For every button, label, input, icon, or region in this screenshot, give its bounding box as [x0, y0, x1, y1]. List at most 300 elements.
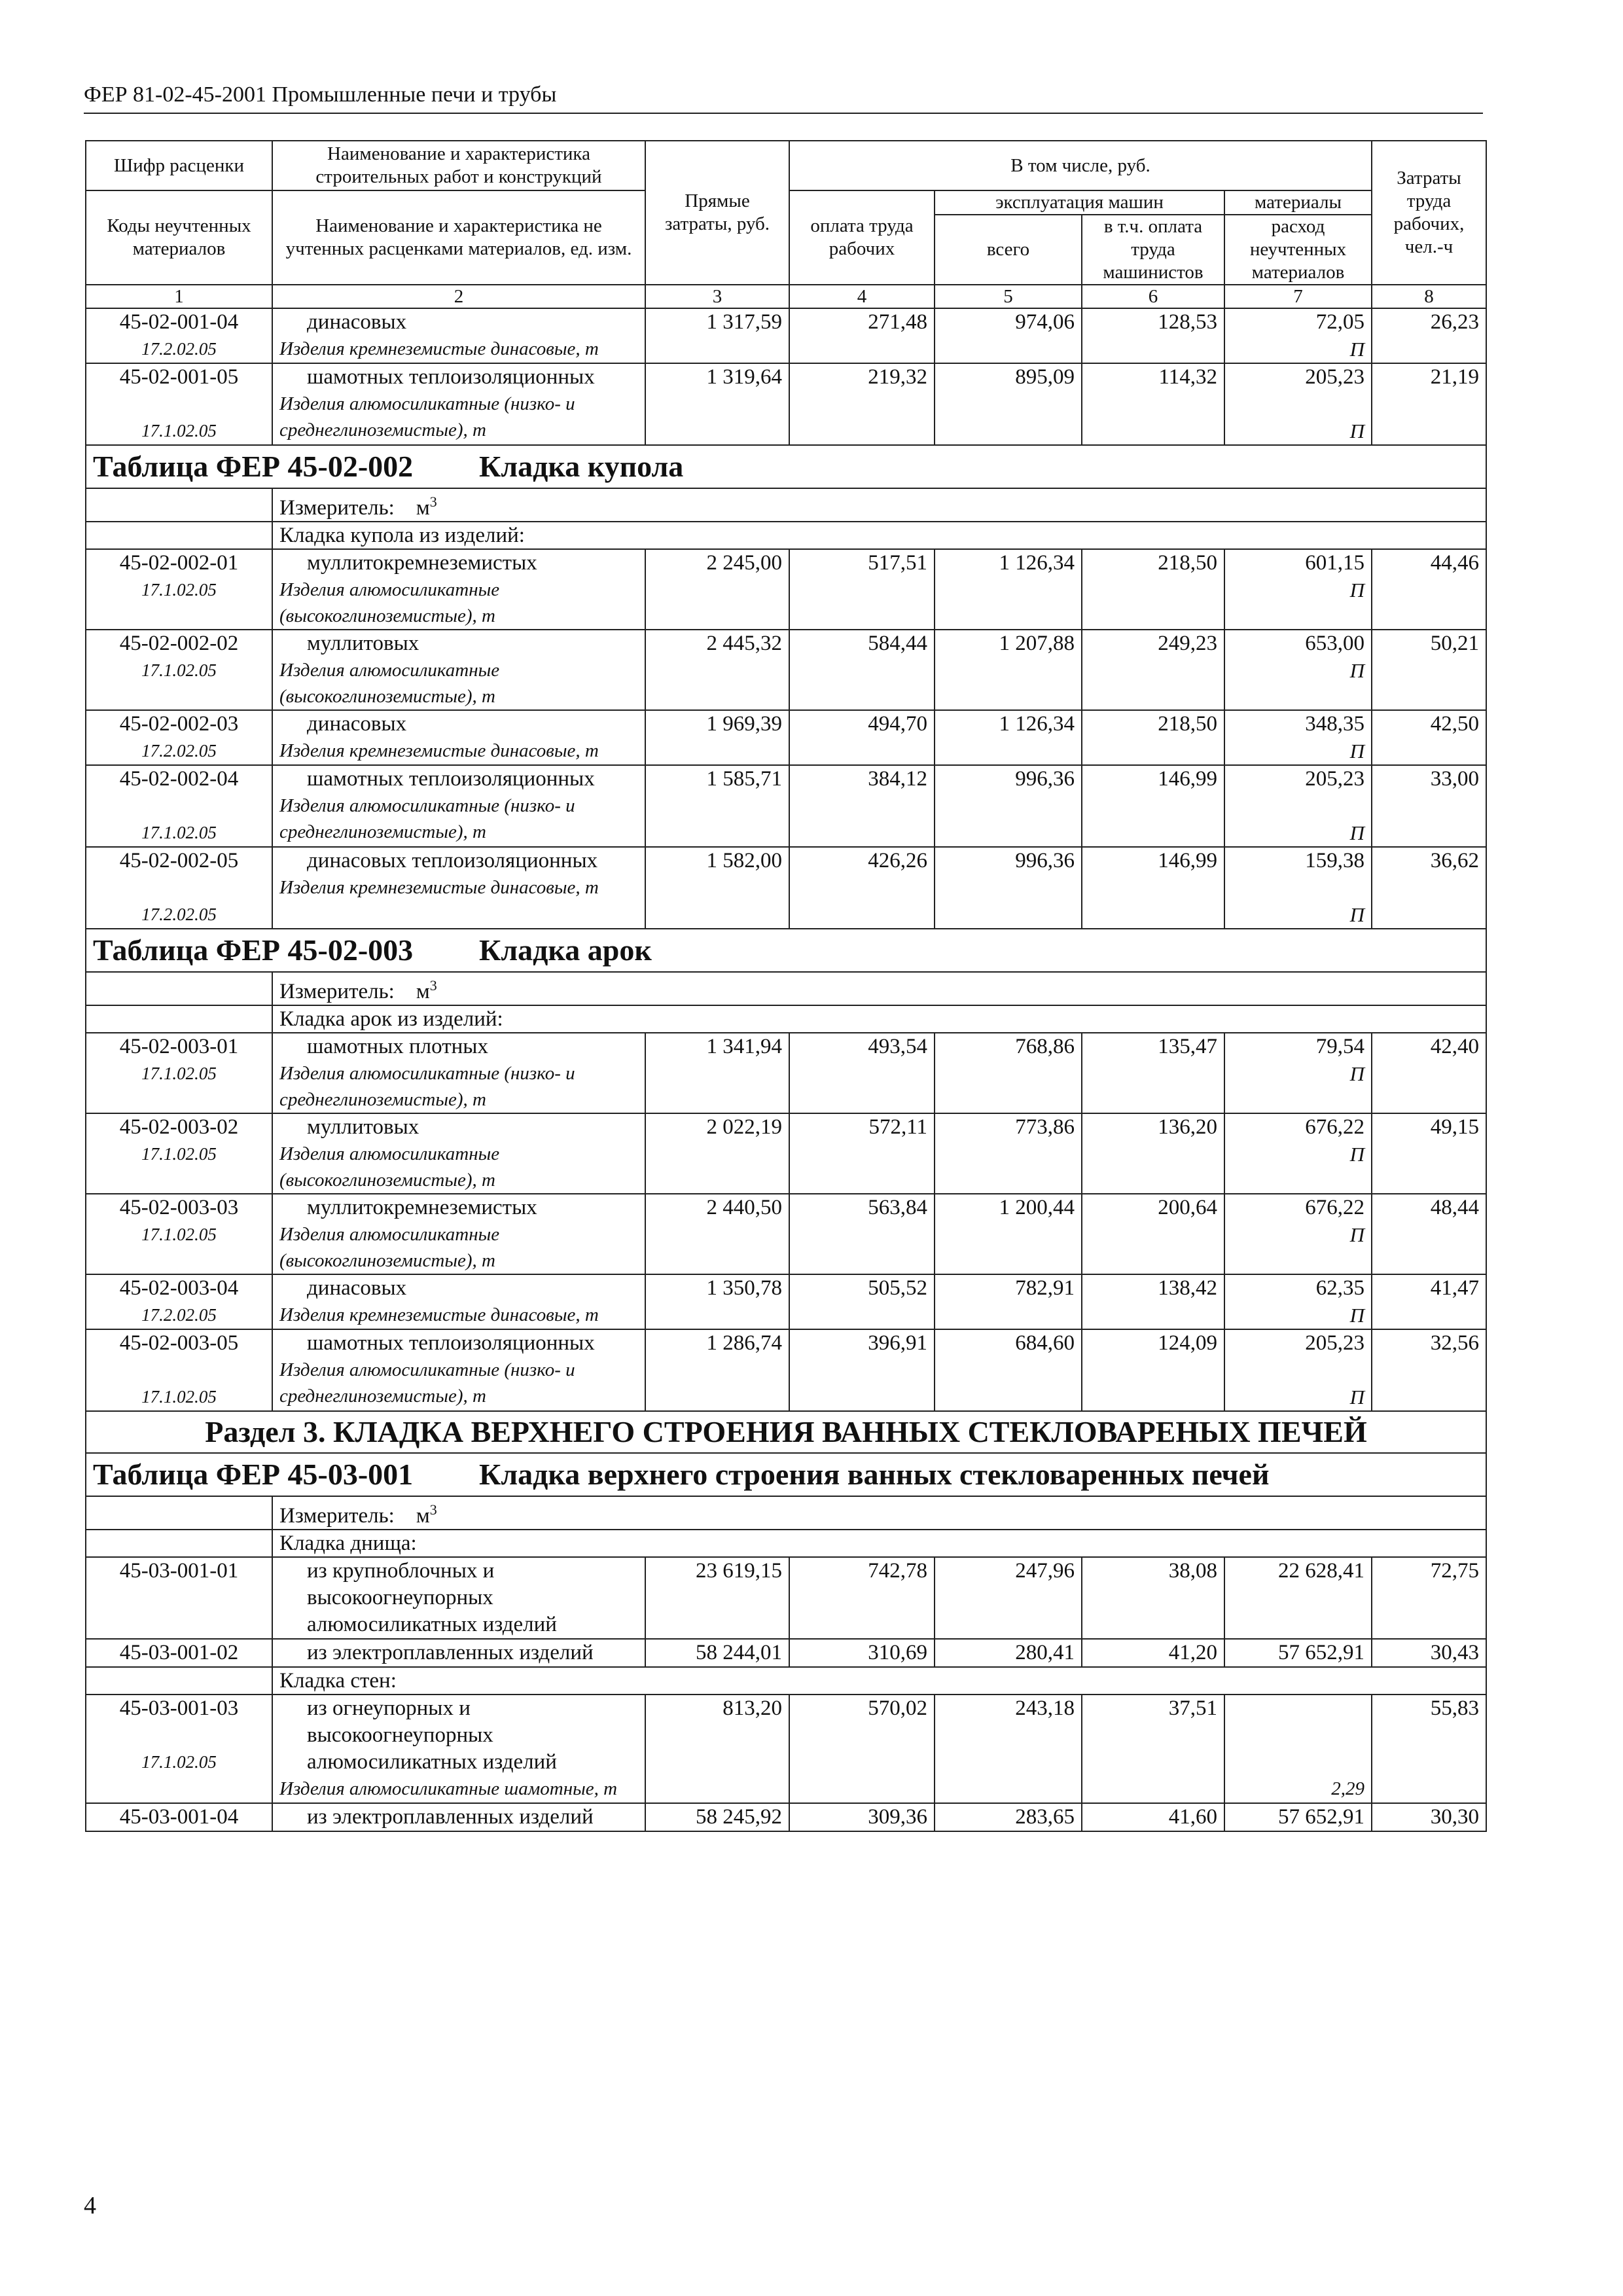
- rate-code-cell: [86, 630, 272, 710]
- machines-cost: 974,06: [935, 308, 1082, 363]
- wages-cost: 384,12: [789, 765, 935, 847]
- th-wages: оплата труда рабочих: [789, 190, 935, 285]
- direct-cost: 813,20: [645, 1695, 789, 1803]
- materials-cost-cell: [1224, 1033, 1372, 1113]
- table-title-row: [86, 445, 1486, 488]
- spacer: [1232, 793, 1364, 819]
- machines-cost: 996,36: [935, 847, 1082, 929]
- th-incl: В том числе, руб.: [789, 141, 1372, 190]
- th-name-bottom: Наименование и характеристика не учтенных расценками материалов, ед. изм.: [272, 190, 645, 285]
- table-row: [86, 630, 1486, 710]
- materials-cost-cell: [1224, 308, 1372, 363]
- labor-cost: 50,21: [1372, 630, 1486, 710]
- materials-cost: 205,23: [1305, 365, 1364, 389]
- wages-cost: 271,48: [789, 308, 935, 363]
- direct-cost: 2 245,00: [645, 549, 789, 630]
- table-row: [86, 1639, 1486, 1667]
- rate-code: 45-02-003-05: [119, 1331, 239, 1355]
- direct-cost: 1 585,71: [645, 765, 789, 847]
- materials-cost-cell: [1224, 363, 1372, 445]
- wages-cost: 396,91: [789, 1329, 935, 1411]
- rate-code-cell: [86, 1113, 272, 1194]
- direct-cost: 1 319,64: [645, 363, 789, 445]
- work-name-cell: [272, 1194, 645, 1274]
- machines-cost: 782,91: [935, 1274, 1082, 1329]
- wages-cost: 426,26: [789, 847, 935, 929]
- material-code: 17.1.02.05: [141, 580, 217, 600]
- direct-cost: 58 245,92: [645, 1803, 789, 1831]
- work-name-cell: [272, 1803, 645, 1831]
- unit-label: Измеритель:: [279, 980, 395, 1003]
- materials-cost: 676,22: [1305, 1196, 1364, 1219]
- direct-cost: 2 440,50: [645, 1194, 789, 1274]
- direct-cost: 2 445,32: [645, 630, 789, 710]
- spacer: [1232, 1357, 1364, 1384]
- subheading-row: [86, 1530, 1486, 1557]
- materials-cost-cell: [1224, 710, 1372, 765]
- section-title: Раздел 3. КЛАДКА ВЕРХНЕГО СТРОЕНИЯ ВАННЫХ СТЕКЛОВАРЕНЫХ ПЕЧЕЙ: [86, 1411, 1486, 1453]
- materials-cost: 653,00: [1305, 632, 1364, 655]
- labor-cost: 48,44: [1372, 1194, 1486, 1274]
- rate-code: 45-02-003-01: [119, 1035, 239, 1058]
- labor-cost: 44,46: [1372, 549, 1486, 630]
- rate-code-cell: [86, 847, 272, 929]
- machinist-wages-cost: 218,50: [1082, 710, 1224, 765]
- work-name-cell: [272, 1274, 645, 1329]
- direct-cost: 58 244,01: [645, 1639, 789, 1667]
- machines-cost: 243,18: [935, 1695, 1082, 1803]
- unaccounted-material: Изделия алюмосиликатные (высокоглиноземистые), т: [279, 579, 500, 626]
- labor-cost: 42,40: [1372, 1033, 1486, 1113]
- unaccounted-material: Изделия алюмосиликатные (высокоглиноземистые), т: [279, 1143, 500, 1191]
- work-name-cell: [272, 1329, 645, 1411]
- labor-cost: 36,62: [1372, 847, 1486, 929]
- materials-cost: 57 652,91: [1278, 1641, 1364, 1664]
- direct-cost: 1 317,59: [645, 308, 789, 363]
- unit-superscript: 3: [429, 1501, 437, 1518]
- rates-table: [85, 140, 1487, 1832]
- table-title: Кладка верхнего строения ванных стекловаренных печей: [479, 1458, 1270, 1491]
- page-header: [84, 77, 1483, 114]
- work-name: муллитокремнеземистых: [307, 1196, 537, 1219]
- col-index: 7: [1224, 285, 1372, 308]
- rate-code: 45-02-002-02: [119, 632, 239, 655]
- materials-cost: 159,38: [1305, 849, 1364, 872]
- labor-cost: 32,56: [1372, 1329, 1486, 1411]
- materials-cost-cell: [1224, 1274, 1372, 1329]
- material-code: 17.1.02.05: [141, 1064, 217, 1083]
- labor-cost: 72,75: [1372, 1557, 1486, 1639]
- materials-cost: 57 652,91: [1278, 1805, 1364, 1829]
- machinist-wages-cost: 41,20: [1082, 1639, 1224, 1667]
- work-name: муллитокремнеземистых: [307, 551, 537, 575]
- rate-code: 45-02-001-05: [119, 365, 239, 389]
- material-mark: П: [1349, 821, 1364, 844]
- labor-cost: 30,43: [1372, 1639, 1486, 1667]
- materials-cost: 62,35: [1315, 1276, 1364, 1300]
- material-mark: П: [1349, 903, 1364, 926]
- table-row: [86, 710, 1486, 765]
- table-id: Таблица ФЕР 45-03-001: [93, 1458, 414, 1491]
- machinist-wages-cost: 38,08: [1082, 1557, 1224, 1639]
- work-name-cell: [272, 1695, 645, 1803]
- unit-cell: [272, 972, 1486, 1005]
- labor-cost: 55,83: [1372, 1695, 1486, 1803]
- table-title-row: [86, 929, 1486, 972]
- spacer: [1232, 391, 1364, 418]
- table-row: [86, 1329, 1486, 1411]
- spacer: [93, 793, 265, 819]
- work-name: шамотных плотных: [307, 1035, 488, 1058]
- work-name-cell: [272, 1033, 645, 1113]
- wages-cost: 219,32: [789, 363, 935, 445]
- spacer: [93, 391, 265, 418]
- materials-cost: 205,23: [1305, 767, 1364, 791]
- unit-cell: [272, 1496, 1486, 1530]
- machinist-wages-cost: 136,20: [1082, 1113, 1224, 1194]
- rate-code-cell: [86, 549, 272, 630]
- unaccounted-material: Изделия алюмосиликатные шамотные, т: [279, 1778, 618, 1799]
- material-mark: П: [1349, 1223, 1364, 1246]
- work-name-cell: [272, 765, 645, 847]
- material-mark: П: [1349, 1304, 1364, 1327]
- work-name-cell: [272, 1113, 645, 1194]
- table-row: [86, 363, 1486, 445]
- rate-code: 45-02-001-04: [119, 310, 239, 334]
- rate-code-cell: [86, 1033, 272, 1113]
- material-code: 17.1.02.05: [141, 823, 217, 842]
- table-row: [86, 1033, 1486, 1113]
- th-materials-sub: расход неучтенных материалов: [1224, 215, 1372, 285]
- th-codes-unaccounted: Коды неучтенных материалов: [86, 190, 272, 285]
- empty-cell: [86, 1496, 272, 1530]
- table-row: [86, 1695, 1486, 1803]
- rate-code: 45-02-002-03: [119, 712, 239, 736]
- unaccounted-material: Изделия алюмосиликатные (низко- и среднеглиноземистые), т: [279, 1063, 575, 1110]
- labor-cost: 42,50: [1372, 710, 1486, 765]
- machinist-wages-cost: 218,50: [1082, 549, 1224, 630]
- material-code: 17.2.02.05: [141, 1305, 217, 1325]
- table-row: [86, 1113, 1486, 1194]
- table-title-cell: [86, 929, 1486, 972]
- th-code: Шифр расценки: [86, 141, 272, 190]
- th-direct: Прямые затраты, руб.: [645, 141, 789, 285]
- subheading: Кладка стен:: [272, 1667, 1486, 1695]
- material-code: 17.2.02.05: [141, 741, 217, 761]
- work-name: шамотных теплоизоляционных: [307, 1331, 595, 1355]
- machines-cost: 1 126,34: [935, 710, 1082, 765]
- table-row: [86, 1557, 1486, 1639]
- page-number: 4: [84, 2192, 96, 2219]
- materials-cost-cell: [1224, 1803, 1372, 1831]
- work-name: динасовых: [307, 1276, 407, 1300]
- work-name-cell: [272, 710, 645, 765]
- unit-superscript: 3: [429, 493, 437, 510]
- direct-cost: 1 582,00: [645, 847, 789, 929]
- work-name-cell: [272, 847, 645, 929]
- rate-code-cell: [86, 1803, 272, 1831]
- machinist-wages-cost: 146,99: [1082, 765, 1224, 847]
- material-mark: П: [1349, 579, 1364, 601]
- machinist-wages-cost: 128,53: [1082, 308, 1224, 363]
- wages-cost: 517,51: [789, 549, 935, 630]
- materials-cost-cell: [1224, 847, 1372, 929]
- rate-code: 45-03-001-02: [119, 1641, 239, 1664]
- rate-code-cell: [86, 1194, 272, 1274]
- materials-cost: 205,23: [1305, 1331, 1364, 1355]
- empty-cell: [86, 1005, 272, 1033]
- unaccounted-material: Изделия алюмосиликатные (низко- и среднеглиноземистые), т: [279, 1359, 575, 1407]
- subheading: Кладка арок из изделий:: [272, 1005, 1486, 1033]
- work-name: муллитовых: [307, 1115, 419, 1139]
- wages-cost: 494,70: [789, 710, 935, 765]
- labor-cost: 41,47: [1372, 1274, 1486, 1329]
- work-name: муллитовых: [307, 632, 419, 655]
- col-index: 1: [86, 285, 272, 308]
- spacer: [93, 874, 265, 901]
- material-mark: П: [1349, 338, 1364, 361]
- machinist-wages-cost: 146,99: [1082, 847, 1224, 929]
- rate-code-cell: [86, 1557, 272, 1639]
- rate-code: 45-03-001-03: [119, 1696, 239, 1720]
- work-name-cell: [272, 363, 645, 445]
- machines-cost: 1 200,44: [935, 1194, 1082, 1274]
- rate-code-cell: [86, 765, 272, 847]
- th-labor: Затраты труда рабочих, чел.-ч: [1372, 141, 1486, 285]
- work-name: из электроплавленных изделий: [307, 1805, 594, 1829]
- machines-cost: 247,96: [935, 1557, 1082, 1639]
- table-row: [86, 1194, 1486, 1274]
- column-index-row: [86, 285, 1486, 308]
- machines-cost: 996,36: [935, 765, 1082, 847]
- rate-code-cell: [86, 1274, 272, 1329]
- materials-cost: 676,22: [1305, 1115, 1364, 1139]
- work-name: динасовых теплоизоляционных: [307, 849, 598, 872]
- wages-cost: 493,54: [789, 1033, 935, 1113]
- subheading-row: [86, 1667, 1486, 1695]
- unit-label: Измеритель:: [279, 1504, 395, 1528]
- labor-cost: 49,15: [1372, 1113, 1486, 1194]
- machines-cost: 1 207,88: [935, 630, 1082, 710]
- col-index: 3: [645, 285, 789, 308]
- work-name-cell: [272, 308, 645, 363]
- material-mark: П: [1349, 659, 1364, 682]
- spacer: [1232, 1722, 1364, 1749]
- spacer: [93, 1357, 265, 1384]
- work-name: из электроплавленных изделий: [307, 1641, 594, 1664]
- col-index: 5: [935, 285, 1082, 308]
- machinist-wages-cost: 249,23: [1082, 630, 1224, 710]
- wages-cost: 309,36: [789, 1803, 935, 1831]
- subheading-row: [86, 522, 1486, 549]
- table-row: [86, 1274, 1486, 1329]
- materials-cost-cell: [1224, 630, 1372, 710]
- wages-cost: 584,44: [789, 630, 935, 710]
- direct-cost: 1 286,74: [645, 1329, 789, 1411]
- machines-cost: 773,86: [935, 1113, 1082, 1194]
- materials-cost-cell: [1224, 1695, 1372, 1803]
- unaccounted-material: Изделия алюмосиликатные (низко- и среднеглиноземистые), т: [279, 795, 575, 842]
- unit-row: [86, 972, 1486, 1005]
- wages-cost: 570,02: [789, 1695, 935, 1803]
- work-name: динасовых: [307, 310, 407, 334]
- rate-code-cell: [86, 308, 272, 363]
- work-name: шамотных теплоизоляционных: [307, 365, 595, 389]
- subheading: Кладка купола из изделий:: [272, 522, 1486, 549]
- table-row: [86, 1803, 1486, 1831]
- rate-code: 45-02-002-05: [119, 849, 239, 872]
- machines-cost: 1 126,34: [935, 549, 1082, 630]
- th-machines: эксплуатация машин: [935, 190, 1224, 215]
- rate-code-cell: [86, 363, 272, 445]
- materials-cost: 22 628,41: [1278, 1559, 1364, 1583]
- materials-cost: 348,35: [1305, 712, 1364, 736]
- rate-code-cell: [86, 1639, 272, 1667]
- labor-cost: 33,00: [1372, 765, 1486, 847]
- unaccounted-material: Изделия алюмосиликатные (низко- и среднеглиноземистые), т: [279, 393, 575, 440]
- material-code: 17.1.02.05: [141, 660, 217, 680]
- table-row: [86, 847, 1486, 929]
- empty-cell: [86, 1667, 272, 1695]
- work-name: динасовых: [307, 712, 407, 736]
- unit-superscript: 3: [429, 977, 437, 994]
- rate-code: 45-02-002-04: [119, 767, 239, 791]
- machinist-wages-cost: 135,47: [1082, 1033, 1224, 1113]
- unaccounted-material: Изделия алюмосиликатные (высокоглиноземистые), т: [279, 660, 500, 707]
- empty-cell: [86, 1530, 272, 1557]
- work-name: шамотных теплоизоляционных: [307, 767, 595, 791]
- machinist-wages-cost: 41,60: [1082, 1803, 1224, 1831]
- unit-value: м: [416, 1504, 430, 1528]
- unit-label: Измеритель:: [279, 496, 395, 520]
- col-index: 4: [789, 285, 935, 308]
- labor-cost: 26,23: [1372, 308, 1486, 363]
- table-row: [86, 308, 1486, 363]
- materials-cost-cell: [1224, 1639, 1372, 1667]
- unaccounted-material: Изделия кремнеземистые динасовые, т: [279, 338, 599, 359]
- machines-cost: 768,86: [935, 1033, 1082, 1113]
- rate-code: 45-03-001-04: [119, 1805, 239, 1829]
- materials-cost: 79,54: [1315, 1035, 1364, 1058]
- direct-cost: 1 969,39: [645, 710, 789, 765]
- work-name-cell: [272, 1639, 645, 1667]
- material-code: 17.1.02.05: [141, 1225, 217, 1244]
- materials-cost: 601,15: [1305, 551, 1364, 575]
- subheading-row: [86, 1005, 1486, 1033]
- unaccounted-material: Изделия кремнеземистые динасовые, т: [279, 1304, 599, 1325]
- material-code: 17.1.02.05: [141, 1387, 217, 1407]
- materials-cost-cell: [1224, 549, 1372, 630]
- rates-table-wrap: [85, 140, 1486, 1832]
- materials-cost-cell: [1224, 765, 1372, 847]
- material-quantity: 2,29: [1331, 1778, 1364, 1799]
- th-machines-total: всего: [935, 215, 1082, 285]
- machinist-wages-cost: 37,51: [1082, 1695, 1224, 1803]
- materials-cost: 72,05: [1315, 310, 1364, 334]
- material-mark: П: [1349, 1062, 1364, 1085]
- work-name-cell: [272, 549, 645, 630]
- labor-cost: 30,30: [1372, 1803, 1486, 1831]
- machinist-wages-cost: 114,32: [1082, 363, 1224, 445]
- labor-cost: 21,19: [1372, 363, 1486, 445]
- materials-cost-cell: [1224, 1194, 1372, 1274]
- unit-row: [86, 1496, 1486, 1530]
- table-title-cell: [86, 1453, 1486, 1496]
- unaccounted-material: Изделия кремнеземистые динасовые, т: [279, 877, 599, 898]
- spacer: [1232, 874, 1364, 901]
- material-code: 17.1.02.05: [141, 1144, 217, 1164]
- material-mark: П: [1349, 1386, 1364, 1408]
- materials-cost-cell: [1224, 1557, 1372, 1639]
- materials-cost-cell: [1224, 1113, 1372, 1194]
- materials-cost-cell: [1224, 1329, 1372, 1411]
- machinist-wages-cost: 124,09: [1082, 1329, 1224, 1411]
- machinist-wages-cost: 200,64: [1082, 1194, 1224, 1274]
- work-name: из огнеупорных и высокоогнеупорных алюмосиликатных изделий: [307, 1696, 557, 1774]
- table-title-row: [86, 1453, 1486, 1496]
- work-name-cell: [272, 1557, 645, 1639]
- spacer: [1232, 1695, 1364, 1722]
- subheading: Кладка днища:: [272, 1530, 1486, 1557]
- machines-cost: 895,09: [935, 363, 1082, 445]
- material-code: 17.1.02.05: [141, 1752, 217, 1772]
- rate-code: 45-02-003-03: [119, 1196, 239, 1219]
- wages-cost: 572,11: [789, 1113, 935, 1194]
- col-index: 6: [1082, 285, 1224, 308]
- rate-code: 45-02-002-01: [119, 551, 239, 575]
- work-name: из крупноблочных и высокоогнеупорных алюмосиликатных изделий: [307, 1559, 557, 1636]
- table-row: [86, 765, 1486, 847]
- material-mark: П: [1349, 740, 1364, 762]
- unit-row: [86, 488, 1486, 522]
- empty-cell: [86, 522, 272, 549]
- machines-cost: 684,60: [935, 1329, 1082, 1411]
- wages-cost: 310,69: [789, 1639, 935, 1667]
- material-code: 17.1.02.05: [141, 421, 217, 440]
- section-row: [86, 1411, 1486, 1453]
- col-index: 8: [1372, 285, 1486, 308]
- material-code: 17.2.02.05: [141, 905, 217, 924]
- material-code: 17.2.02.05: [141, 339, 217, 359]
- rate-code: 45-02-003-04: [119, 1276, 239, 1300]
- direct-cost: 1 350,78: [645, 1274, 789, 1329]
- spacer: [1232, 1749, 1364, 1776]
- wages-cost: 563,84: [789, 1194, 935, 1274]
- spacer: [93, 1722, 265, 1749]
- machinist-wages-cost: 138,42: [1082, 1274, 1224, 1329]
- unit-value: м: [416, 980, 430, 1003]
- unaccounted-material: Изделия кремнеземистые динасовые, т: [279, 740, 599, 761]
- document-title: ФЕР 81-02-45-2001 Промышленные печи и трубы: [84, 82, 557, 107]
- direct-cost: 23 619,15: [645, 1557, 789, 1639]
- rate-code-cell: [86, 1695, 272, 1803]
- rate-code-cell: [86, 710, 272, 765]
- machines-cost: 283,65: [935, 1803, 1082, 1831]
- th-machines-wages: в т.ч. оплата труда машинистов: [1082, 215, 1224, 285]
- unaccounted-material: Изделия алюмосиликатные (высокоглиноземистые), т: [279, 1224, 500, 1271]
- unit-value: м: [416, 496, 430, 520]
- work-name-cell: [272, 630, 645, 710]
- rate-code: 45-02-003-02: [119, 1115, 239, 1139]
- wages-cost: 742,78: [789, 1557, 935, 1639]
- table-id: Таблица ФЕР 45-02-002: [93, 450, 414, 483]
- empty-cell: [86, 972, 272, 1005]
- direct-cost: 2 022,19: [645, 1113, 789, 1194]
- material-mark: П: [1349, 1143, 1364, 1166]
- col-index: 2: [272, 285, 645, 308]
- machines-cost: 280,41: [935, 1639, 1082, 1667]
- unit-cell: [272, 488, 1486, 522]
